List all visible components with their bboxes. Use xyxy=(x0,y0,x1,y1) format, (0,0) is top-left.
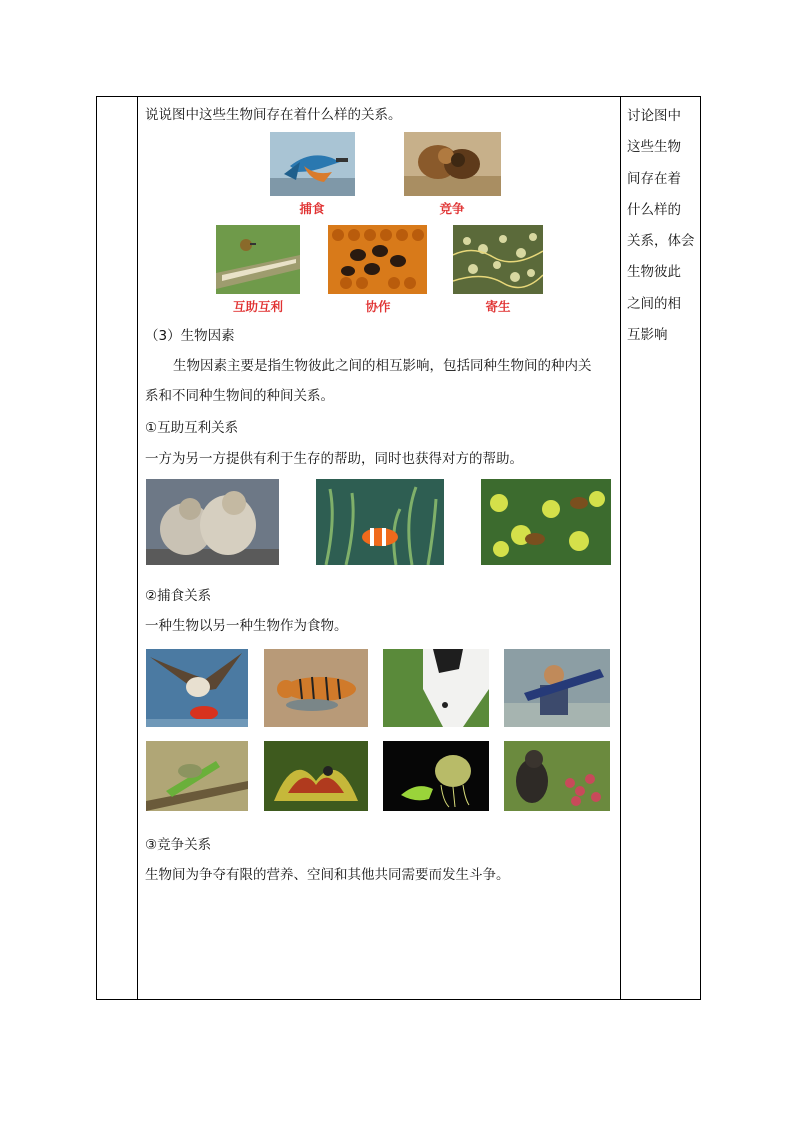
section-heading: （3）生物因素 xyxy=(145,328,235,344)
mutualism-heading: ①互助互利关系 xyxy=(145,420,239,436)
crocodile-bird-photo xyxy=(216,225,300,294)
caption-competition: 竞争 xyxy=(439,201,465,216)
cow-grazing-photo xyxy=(383,649,489,727)
venus-flytrap-photo xyxy=(264,741,368,811)
mutualism-definition: 一方为另一方提供有利于生存的帮助，同时也获得对方的帮助。 xyxy=(145,451,523,467)
sidebar-note-line: 关系，体会 xyxy=(627,233,695,250)
competition-definition: 生物间为争夺有限的营养、空间和其他共同需要而发生斗争。 xyxy=(145,867,510,883)
lions-fighting-photo xyxy=(404,132,501,196)
intro-question: 说说图中这些生物间存在着什么样的关系。 xyxy=(145,107,402,123)
sidebar-note-line: 这些生物 xyxy=(627,139,681,156)
monkey-fruit-photo xyxy=(504,741,610,811)
sidebar-note-line: 生物彼此 xyxy=(627,264,681,281)
bees-on-flowers-photo xyxy=(481,479,611,565)
sidebar-note-line: 互影响 xyxy=(627,327,668,344)
column-divider-1 xyxy=(137,97,138,999)
eagle-fish-photo xyxy=(146,649,248,727)
clownfish-anemone-photo xyxy=(316,479,444,565)
caption-mutualism: 互助互利 xyxy=(232,299,283,314)
section-paragraph-line1: 生物因素主要是指生物彼此之间的相互影响，包括同种生物间的种内关 xyxy=(173,358,592,374)
jellyfish-photo xyxy=(383,741,489,811)
bees-honeycomb-photo xyxy=(328,225,427,294)
kingfisher-photo xyxy=(270,132,355,196)
competition-heading: ③竞争关系 xyxy=(145,837,212,853)
sidebar-note-line: 什么样的 xyxy=(627,201,681,218)
predation-definition: 一种生物以另一种生物作为食物。 xyxy=(145,618,348,634)
section-paragraph-line2: 系和不同种生物间的种间关系。 xyxy=(145,388,334,404)
monkeys-grooming-photo xyxy=(146,479,279,565)
tiger-prey-photo xyxy=(264,649,368,727)
caption-parasitism: 寄生 xyxy=(485,299,511,314)
dodder-plant-photo xyxy=(453,225,543,294)
sidebar-note-line: 之间的相 xyxy=(627,295,681,312)
sidebar-note-line: 讨论图中 xyxy=(627,108,681,124)
fisherman-fish-photo xyxy=(504,649,610,727)
predation-heading: ②捕食关系 xyxy=(145,588,212,604)
caption-predation: 捕食 xyxy=(299,201,325,216)
sidebar-note xyxy=(627,101,697,351)
column-divider-2 xyxy=(620,97,621,999)
sidebar-note-line: 间存在着 xyxy=(627,170,681,187)
mantis-cicada-photo xyxy=(146,741,248,811)
caption-cooperation: 协作 xyxy=(365,299,391,314)
